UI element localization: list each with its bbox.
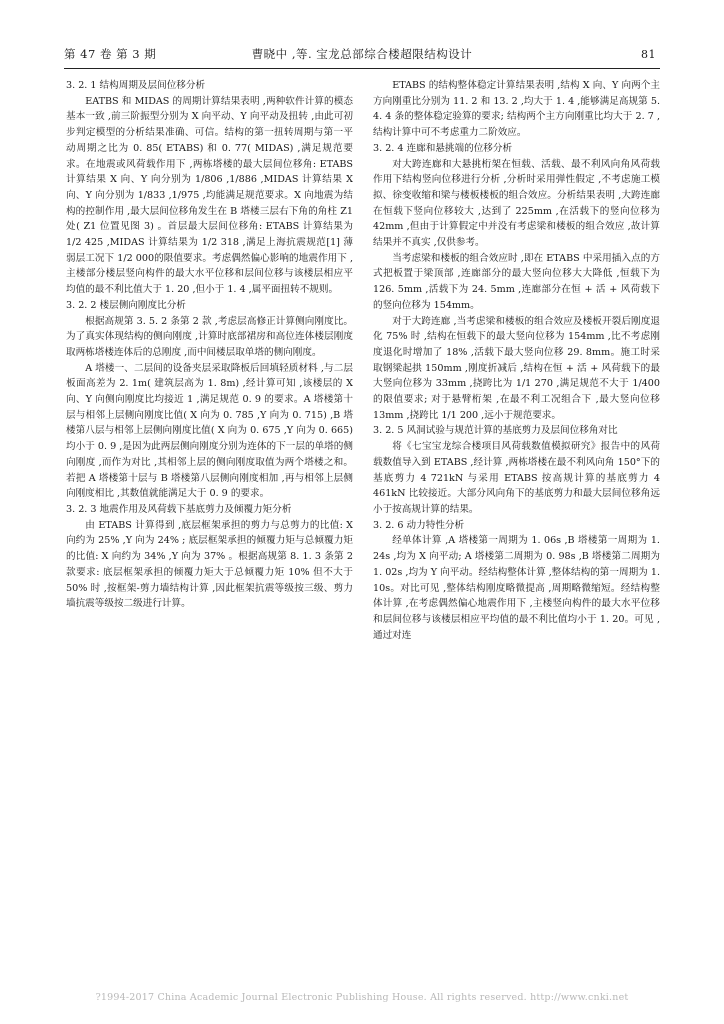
paragraph: ETABS 的结构整体稳定计算结果表明 ,结构 X 向、Y 向两个主方向刚重比分别为 11. 2 和 13. 2 ,均大于 1. 4 ,能够满足高规第 5. 4. 4 条的整体稳定验算的要求; 结构两个主方向刚重比均大于 2. 7 ,结构计算中可不考虑重力二阶效应。 bbox=[373, 80, 660, 139]
copyright-footer: ?1994-2017 China Academic Journal Electronic Publishing House. All rights reserved. http://www.cnki.net bbox=[95, 992, 629, 1003]
paragraph: EATBS 和 MIDAS 的周期计算结果表明 ,两种软件计算的模态基本一致 ,前三阶振型分别为 X 向平动、Y 向平动及扭转 ,由此可初步判定模型的分析结果准确、可信。结构的第一扭转周期与第一平动周期之比为 0. 85( ETABS) 和 0. 77( MIDAS) ,满足规范要求。在地震或风荷载作用下 ,两栋塔楼的最大层间位移角: ETABS 计算结果 X 向、Y 向分别为 1/806 ,1/886 ,MIDAS 计算结果 X 向、Y 向分别为 1/833 ,1/975 ,均能满足规范要求。X 向地震为结构的控制作用 ,最大层间位移角发生在 B 塔楼三层右下角的角柱 Z1 处( Z1 位置见图 3) 。首层最大层间位移角: ETABS 计算结果为 1/2 425 ,MIDAS 计算结果为 1/2 318 ,满足上海抗震规范[1] 薄弱层工况下 1/2 000的限值要求。考虑偶然偏心影响的地震作用下 ,主楼部分楼层竖向构件的最大水平位移和层间位移与该楼层相应平均值的最不利比值大于 1. 20 ,但小于 1. 4 ,属平面扭转不规则。 bbox=[66, 95, 353, 296]
paragraph: 当考虑梁和楼板的组合效应时 ,即在 ETABS 中采用插入点的方式把板置于梁顶部 ,连廊部分的最大竖向位移大大降低 ,恒载下为 126. 5mm ,活载下为 24. 5mm ,连廊部分在恒 + 活 + 风荷载下的竖向位移为 154mm。 bbox=[373, 252, 660, 311]
page-number: 81 bbox=[641, 48, 656, 61]
paragraph: 对大跨连廊和大悬挑桁架在恒载、活载、最不利风向角风荷载作用下结构竖向位移进行分析 ,分析时采用弹性假定 ,不考虑施工模拟、徐变收缩和梁与楼板楼板的组合效应。分析结果表明 ,大跨连廊在恒载下竖向位移较大 ,达到了 225mm ,在活载下的竖向位移为 42mm ,但由于计算假定中并没有考虑梁和楼板的组合效应 ,故计算结果并不真实 ,仅供参考。 bbox=[373, 158, 660, 249]
section-heading-3-2-5: 3. 2. 5 风洞试验与规范计算的基底剪力及层间位移角对比 bbox=[373, 425, 618, 437]
section-heading-3-2-6: 3. 2. 6 动力特性分析 bbox=[373, 519, 465, 531]
running-title: 曹晓中 ,等. 宝龙总部综合楼超限结构设计 bbox=[251, 47, 473, 61]
journal-volume-issue: 第 47 卷 第 3 期 bbox=[64, 47, 157, 61]
right-column bbox=[373, 78, 660, 643]
paragraph: 将《七宝宝龙综合楼项目风荷载数值模拟研究》报告中的风荷载数值导入到 ETABS ,经计算 ,两栋塔楼在最不利风向角 150°下的基底剪力 4 721kN 与采用 ETABS 按高规计算的基底剪力 4 461kN 比较接近。大部分风向角下的基底剪力和最大层间位移角远小于按高规计算的结果。 bbox=[373, 441, 660, 515]
paragraph: A 塔楼一、二层间的设备夹层采取降板后回填轻质材料 ,与二层板面高差为 2. 1m( 建筑层高为 1. 8m) ,经计算可知 ,该楼层的 X 向、Y 向侧向刚度比均接近 1 ,满足规范 0. 9 的要求。A 塔楼第十层与相邻上层侧向刚度比值( X 向为 0. 785 ,Y 向为 0. 715) ,B 塔楼第八层与相邻上层侧向刚度比值( X 向为 0. 675 ,Y 向为 0. 665) 均小于 0. 9 ,是因为此两层侧向刚度分别为连体的下一层的单塔的侧向刚度 ,而作为对比 ,其相邻上层的侧向刚度取值为两个塔楼之和。若把 A 塔楼第十层与 B 塔楼第八层侧向刚度相加 ,再与相邻上层侧向刚度相比 ,其数值就能满足大于 0. 9 的要求。 bbox=[66, 362, 353, 500]
paragraph: 对于大跨连廊 ,当考虑梁和楼板的组合效应及楼板开裂后刚度退化 75% 时 ,结构在恒载下的最大竖向位移为 154mm ,比不考虑刚度退化时增加了 18% ,活载下最大竖向位移 29. 8mm。施工时采取钢梁起拱 150mm ,刚度折减后 ,结构在恒 + 活 + 风荷载下的最大竖向位移为 33mm ,挠跨比为 1/1 270 ,满足规范不大于 1/400 的限值要求; 对于悬臂桁架 ,在最不利工况组合下 ,最大竖向位移 13mm ,挠跨比 1/1 200 ,远小于规范要求。 bbox=[373, 315, 660, 421]
paragraph: 经单体计算 ,A 塔楼第一周期为 1. 06s ,B 塔楼第一周期为 1. 24s ,均为 X 向平动; A 塔楼第二周期为 0. 98s ,B 塔楼第二周期为 1. 02s ,均为 Y 向平动。经结构整体计算 ,整体结构的第一周期为 1. 10s。对比可见 ,整体结构刚度略微提高 ,周期略微缩短。经结构整体计算 ,在考虑偶然偏心地震作用下 ,主楼竖向构件的最大水平位移和层间位移与该楼层相应平均值的最不利比值均小于 1. 20。可见 ,通过对连 bbox=[373, 535, 660, 641]
section-heading-3-2-3: 3. 2. 3 地震作用及风荷载下基底剪力及倾覆力矩分析 bbox=[66, 503, 292, 515]
header-rule bbox=[64, 68, 660, 69]
paragraph: 根据高规第 3. 5. 2 条第 2 款 ,考虑层高修正计算侧向刚度比。为了真实体现结构的侧向刚度 ,计算时底部裙房和高位连体楼层刚度取两栋塔楼连体后的总刚度 ,而中间楼层取单塔的侧向刚度。 bbox=[66, 315, 353, 358]
section-heading-3-2-2: 3. 2. 2 楼层侧向刚度比分析 bbox=[66, 299, 186, 311]
section-heading-3-2-1: 3. 2. 1 结构周期及层间位移分析 bbox=[66, 80, 206, 91]
left-column bbox=[66, 78, 353, 612]
paragraph: 由 ETABS 计算得到 ,底层框架承担的剪力与总剪力的比值: X 向约为 25% ,Y 向为 24% ; 底层框架承担的倾覆力矩与总倾覆力矩的比值: X 向约为 34% ,Y 向为 37% 。根据高规第 8. 1. 3 条第 2 款要求: 底层框架承担的倾覆力矩大于总倾覆力矩 10% 但不大于 50% 时 ,按框架-剪力墙结构计算 ,因此框架抗震等级按三级、剪力墙抗震等级按二级进行计算。 bbox=[66, 519, 353, 610]
section-heading-3-2-4: 3. 2. 4 连廊和悬挑端的位移分析 bbox=[373, 142, 513, 154]
page-header bbox=[64, 42, 660, 64]
